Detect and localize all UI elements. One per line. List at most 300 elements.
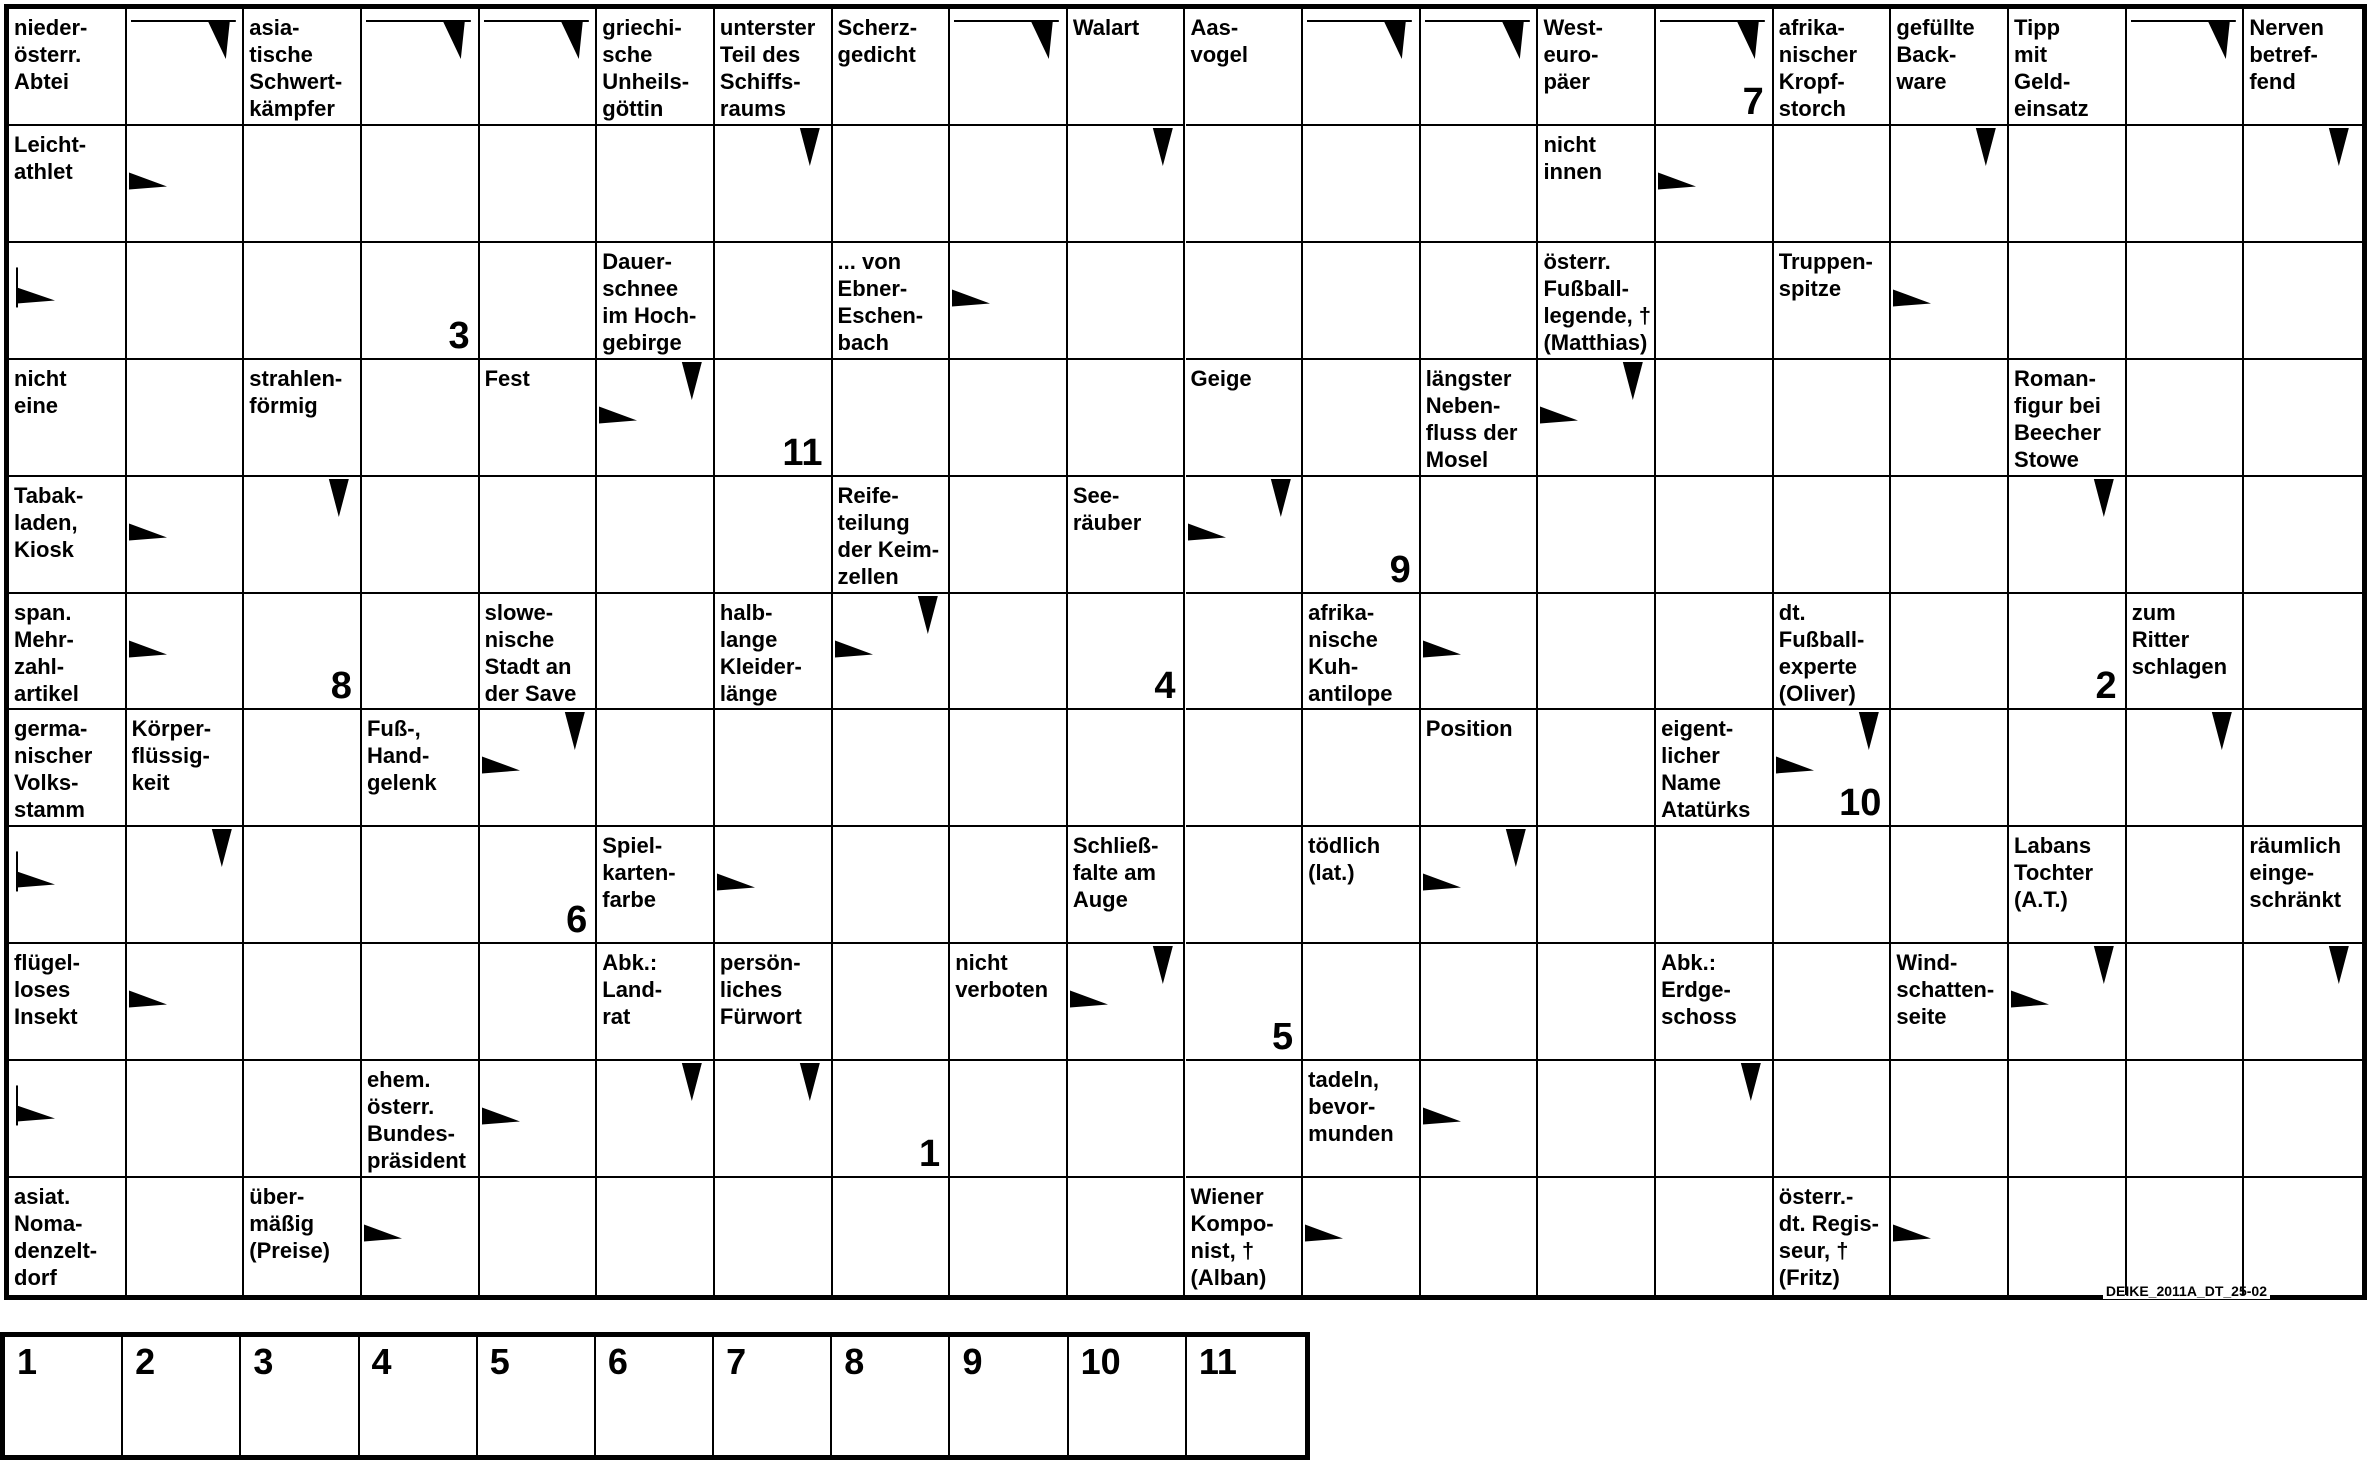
arrow-down-icon (1656, 1061, 1774, 1178)
solution-number: 9 (1389, 548, 1411, 591)
clue-cell (480, 594, 598, 711)
answer-cell[interactable] (2009, 944, 2127, 1061)
clue-text: halb- lange Kleider- länge (719, 599, 802, 706)
answer-cell[interactable] (1421, 243, 1539, 360)
answer-cell[interactable] (833, 360, 951, 477)
answer-cell[interactable] (362, 360, 480, 477)
answer-cell[interactable] (1891, 477, 2009, 594)
clue-cell (597, 944, 715, 1061)
solution-number: 6 (566, 899, 588, 942)
arrow-down-icon (1421, 827, 1539, 944)
answer-cell[interactable] (950, 827, 1068, 944)
answer-cell[interactable] (2244, 1061, 2362, 1178)
answer-cell[interactable] (244, 1061, 362, 1178)
answer-cell[interactable] (362, 477, 480, 594)
clue-cell (9, 944, 127, 1061)
clue-text: nicht verboten (955, 950, 1049, 1003)
answer-cell[interactable] (1891, 1061, 2009, 1178)
answer-cell[interactable] (1186, 710, 1304, 827)
answer-cell[interactable] (480, 827, 598, 944)
answer-cell[interactable] (127, 944, 245, 1061)
answer-cell[interactable] (244, 126, 362, 243)
answer-cell[interactable] (1656, 477, 1774, 594)
clue-text: tadeln, bevor- munden (1308, 1067, 1394, 1147)
answer-cell[interactable] (1303, 1178, 1421, 1295)
arrow-right-icon (9, 827, 127, 944)
answer-cell[interactable] (2127, 1178, 2245, 1295)
clue-text: Leicht- athlet (14, 131, 87, 184)
crossword-grid (4, 4, 2367, 1300)
clue-text: nieder- österr. Abtei (14, 15, 88, 94)
arrow-down-icon (1774, 710, 1892, 827)
solution-number: 10 (1839, 782, 1882, 825)
answer-cell[interactable] (2009, 126, 2127, 243)
clue-text: Reife- teilung der Keim- zellen (837, 482, 940, 589)
answer-cell[interactable] (1656, 1061, 1774, 1178)
answer-cell[interactable] (1774, 126, 1892, 243)
arrow-right-icon (362, 1178, 480, 1295)
clue-text: asia- tische Schwert- kämpfer (249, 15, 343, 121)
answer-cell[interactable] (1303, 477, 1421, 594)
clue-text: Roman- figur bei Beecher Stowe (2014, 365, 2101, 472)
answer-cell[interactable] (362, 594, 480, 711)
answer-cell[interactable] (2127, 126, 2245, 243)
answer-cell[interactable] (1303, 126, 1421, 243)
answer-cell[interactable] (1774, 827, 1892, 944)
solution-number: 5 (1272, 1016, 1294, 1059)
answer-cell[interactable] (2244, 594, 2362, 711)
solution-cell[interactable] (1069, 1337, 1187, 1455)
answer-cell[interactable] (2009, 243, 2127, 360)
answer-cell[interactable] (1774, 710, 1892, 827)
answer-cell[interactable] (362, 827, 480, 944)
answer-cell[interactable] (2244, 1178, 2362, 1295)
answer-cell[interactable] (362, 1178, 480, 1295)
solution-number: 8 (330, 665, 352, 708)
answer-cell[interactable] (2009, 477, 2127, 594)
arrow-right-icon (1421, 1061, 1539, 1178)
clue-text: eigent- licher Name Atatürks (1661, 716, 1751, 823)
arrow-down-icon (1303, 9, 1421, 126)
clue-text: Aas- vogel (1190, 15, 1248, 67)
answer-cell[interactable] (1421, 594, 1539, 711)
answer-cell[interactable] (1538, 1061, 1656, 1178)
clue-cell (1538, 243, 1656, 360)
arrow-down-icon (1656, 9, 1774, 126)
answer-cell[interactable] (1303, 360, 1421, 477)
answer-cell[interactable] (1303, 243, 1421, 360)
answer-cell[interactable] (1303, 710, 1421, 827)
arrow-down-icon (715, 126, 833, 243)
answer-cell[interactable] (950, 594, 1068, 711)
answer-cell[interactable] (1186, 944, 1304, 1061)
answer-cell[interactable] (950, 243, 1068, 360)
answer-cell[interactable] (1774, 360, 1892, 477)
solution-number: 2 (2095, 665, 2117, 708)
answer-cell[interactable] (480, 710, 598, 827)
arrow-down-icon (480, 9, 598, 126)
clue-text: längster Neben- fluss der Mosel (1425, 365, 1518, 472)
arrow-down-icon (2009, 944, 2127, 1061)
answer-cell[interactable] (1303, 9, 1421, 126)
answer-cell[interactable] (127, 1178, 245, 1295)
answer-cell[interactable] (1891, 1178, 2009, 1295)
answer-cell[interactable] (244, 827, 362, 944)
answer-cell[interactable] (1538, 360, 1656, 477)
answer-cell[interactable] (9, 1061, 127, 1178)
clue-cell (362, 1061, 480, 1178)
solution-number: 3 (448, 314, 470, 357)
answer-cell[interactable] (1891, 710, 2009, 827)
answer-cell[interactable] (715, 1178, 833, 1295)
answer-cell[interactable] (362, 944, 480, 1061)
arrow-right-icon (127, 126, 245, 243)
clue-cell (9, 9, 127, 126)
arrow-down-icon (2127, 9, 2245, 126)
arrow-right-icon (480, 1061, 598, 1178)
arrow-down-icon (2244, 944, 2362, 1061)
answer-cell[interactable] (715, 126, 833, 243)
clue-text: Wiener Kompo- nist, † (Alban) (1190, 1184, 1274, 1291)
answer-cell[interactable] (715, 360, 833, 477)
answer-cell[interactable] (715, 710, 833, 827)
answer-cell[interactable] (1068, 243, 1186, 360)
clue-cell (1186, 9, 1304, 126)
answer-cell[interactable] (833, 1178, 951, 1295)
answer-cell[interactable] (2127, 9, 2245, 126)
solution-cell-number: 9 (962, 1341, 983, 1382)
answer-cell[interactable] (1421, 126, 1539, 243)
answer-cell[interactable] (2009, 1061, 2127, 1178)
answer-cell[interactable] (1656, 243, 1774, 360)
answer-cell[interactable] (1303, 944, 1421, 1061)
answer-cell[interactable] (1656, 1178, 1774, 1295)
clue-cell (597, 243, 715, 360)
answer-cell[interactable] (480, 944, 598, 1061)
arrow-right-icon (1421, 594, 1539, 711)
answer-cell[interactable] (480, 1061, 598, 1178)
answer-cell[interactable] (1774, 944, 1892, 1061)
answer-cell[interactable] (9, 827, 127, 944)
clue-cell (1186, 1178, 1304, 1295)
clue-text: tödlich (lat.) (1308, 833, 1381, 886)
arrow-down-icon (362, 9, 480, 126)
clue-cell (1303, 1061, 1421, 1178)
answer-cell[interactable] (2244, 477, 2362, 594)
answer-cell[interactable] (127, 9, 245, 126)
solution-cell-number: 2 (135, 1341, 156, 1382)
clue-text: strahlen- förmig (249, 365, 343, 418)
clue-text: räumlich einge- schränkt (2249, 833, 2342, 913)
answer-cell[interactable] (2244, 243, 2362, 360)
answer-cell[interactable] (2244, 360, 2362, 477)
answer-cell[interactable] (362, 243, 480, 360)
solution-cell[interactable] (123, 1337, 241, 1455)
answer-cell[interactable] (244, 477, 362, 594)
arrow-down-icon (2009, 477, 2127, 594)
clue-cell (1774, 594, 1892, 711)
answer-cell[interactable] (362, 126, 480, 243)
clue-cell (1891, 944, 2009, 1061)
answer-cell[interactable] (480, 477, 598, 594)
answer-cell[interactable] (1068, 594, 1186, 711)
answer-cell[interactable] (597, 1061, 715, 1178)
answer-cell[interactable] (9, 243, 127, 360)
solution-cell[interactable] (5, 1337, 123, 1455)
answer-cell[interactable] (715, 477, 833, 594)
solution-cell[interactable] (832, 1337, 950, 1455)
answer-cell[interactable] (1068, 1178, 1186, 1295)
clue-text: afrika- nischer Kropf- storch (1778, 15, 1858, 121)
clue-cell (2244, 9, 2362, 126)
answer-cell[interactable] (950, 1061, 1068, 1178)
clue-text: Abk.: Erdge- schoss (1661, 950, 1737, 1030)
clue-text: flügel- loses Insekt (14, 950, 80, 1030)
answer-cell[interactable] (950, 126, 1068, 243)
answer-cell[interactable] (244, 594, 362, 711)
clue-cell (1421, 710, 1539, 827)
clue-cell (2244, 827, 2362, 944)
answer-cell[interactable] (1891, 243, 2009, 360)
answer-cell[interactable] (1774, 1061, 1892, 1178)
clue-text: persön- liches Fürwort (719, 950, 802, 1030)
arrow-down-icon (597, 1061, 715, 1178)
solution-cell[interactable] (478, 1337, 596, 1455)
answer-cell[interactable] (127, 1061, 245, 1178)
answer-cell[interactable] (362, 9, 480, 126)
arrow-right-icon (950, 243, 1068, 360)
answer-cell[interactable] (1421, 1178, 1539, 1295)
answer-cell[interactable] (597, 594, 715, 711)
arrow-down-icon (1068, 944, 1186, 1061)
answer-cell[interactable] (1186, 126, 1304, 243)
answer-cell[interactable] (2009, 594, 2127, 711)
answer-cell[interactable] (1538, 710, 1656, 827)
clue-text: zum Ritter schlagen (2131, 599, 2228, 679)
answer-cell[interactable] (1891, 827, 2009, 944)
answer-cell[interactable] (1186, 1061, 1304, 1178)
answer-cell[interactable] (480, 126, 598, 243)
answer-cell[interactable] (480, 9, 598, 126)
clue-cell (244, 360, 362, 477)
clue-cell (2127, 594, 2245, 711)
answer-cell[interactable] (2127, 360, 2245, 477)
answer-cell[interactable] (833, 126, 951, 243)
arrow-right-icon (9, 1061, 127, 1178)
answer-cell[interactable] (1068, 126, 1186, 243)
clue-cell (9, 1178, 127, 1295)
solution-cell[interactable] (360, 1337, 478, 1455)
arrow-down-icon (127, 9, 245, 126)
clue-cell (1068, 827, 1186, 944)
answer-cell[interactable] (950, 1178, 1068, 1295)
answer-cell[interactable] (2009, 710, 2127, 827)
answer-cell[interactable] (1538, 477, 1656, 594)
solution-cell[interactable] (241, 1337, 359, 1455)
answer-cell[interactable] (715, 1061, 833, 1178)
clue-cell (1421, 360, 1539, 477)
answer-cell[interactable] (950, 360, 1068, 477)
answer-cell[interactable] (833, 710, 951, 827)
answer-cell[interactable] (2244, 710, 2362, 827)
answer-cell[interactable] (597, 126, 715, 243)
clue-cell (362, 710, 480, 827)
answer-cell[interactable] (1891, 594, 2009, 711)
answer-cell[interactable] (2127, 827, 2245, 944)
clue-text: dt. Fußball- experte (Oliver) (1778, 599, 1865, 706)
answer-cell[interactable] (1538, 944, 1656, 1061)
answer-cell[interactable] (1421, 827, 1539, 944)
answer-cell[interactable] (950, 9, 1068, 126)
solution-cell[interactable] (1187, 1337, 1305, 1455)
answer-cell[interactable] (2127, 944, 2245, 1061)
solution-cell-number: 7 (726, 1341, 747, 1382)
clue-text: über- mäßig (Preise) (249, 1184, 331, 1264)
clue-text: Körper- flüssig- keit (131, 716, 212, 796)
answer-cell[interactable] (1068, 1061, 1186, 1178)
clue-text: Spiel- karten- farbe (602, 833, 676, 913)
answer-cell[interactable] (715, 827, 833, 944)
arrow-right-icon (9, 243, 127, 360)
answer-cell[interactable] (2127, 710, 2245, 827)
answer-cell[interactable] (1538, 1178, 1656, 1295)
answer-cell[interactable] (1891, 126, 2009, 243)
arrow-right-icon (1656, 126, 1774, 243)
answer-cell[interactable] (1891, 360, 2009, 477)
arrow-right-icon (1303, 1178, 1421, 1295)
solution-number: 1 (919, 1133, 941, 1176)
arrow-right-icon (127, 477, 245, 594)
solution-cell-number: 11 (1198, 1341, 1237, 1382)
arrow-right-icon (715, 827, 833, 944)
clue-cell (1303, 827, 1421, 944)
arrow-right-icon (127, 944, 245, 1061)
solution-number: 11 (782, 431, 823, 474)
answer-cell[interactable] (480, 1178, 598, 1295)
clue-text: ... von Ebner- Eschen- bach (837, 248, 924, 355)
answer-cell[interactable] (2244, 944, 2362, 1061)
answer-cell[interactable] (2127, 477, 2245, 594)
answer-cell[interactable] (1068, 944, 1186, 1061)
clue-text: griechi- sche Unheils- göttin (602, 15, 690, 121)
answer-cell[interactable] (833, 827, 951, 944)
answer-cell[interactable] (1656, 126, 1774, 243)
clue-cell (9, 360, 127, 477)
clue-cell (2009, 827, 2127, 944)
answer-cell[interactable] (1186, 827, 1304, 944)
solution-cell[interactable] (714, 1337, 832, 1455)
arrow-right-icon (127, 594, 245, 711)
answer-cell[interactable] (1421, 477, 1539, 594)
arrow-down-icon (715, 1061, 833, 1178)
answer-cell[interactable] (597, 1178, 715, 1295)
answer-cell[interactable] (127, 243, 245, 360)
answer-cell[interactable] (1656, 360, 1774, 477)
solution-cell-number: 1 (17, 1341, 38, 1382)
answer-cell[interactable] (2009, 1178, 2127, 1295)
clue-cell (1303, 594, 1421, 711)
arrow-down-icon (1538, 360, 1656, 477)
clue-cell (1538, 126, 1656, 243)
solution-cell[interactable] (950, 1337, 1068, 1455)
answer-cell[interactable] (597, 477, 715, 594)
clue-cell (1891, 9, 2009, 126)
answer-cell[interactable] (597, 360, 715, 477)
answer-cell[interactable] (480, 243, 598, 360)
answer-cell[interactable] (127, 827, 245, 944)
answer-cell[interactable] (127, 360, 245, 477)
clue-cell (1656, 710, 1774, 827)
answer-cell[interactable] (1068, 710, 1186, 827)
answer-cell[interactable] (833, 944, 951, 1061)
arrow-down-icon (1186, 477, 1304, 594)
answer-cell[interactable] (833, 1061, 951, 1178)
solution-cell-number: 10 (1080, 1341, 1121, 1382)
answer-cell[interactable] (1421, 1061, 1539, 1178)
clue-cell (833, 9, 951, 126)
answer-cell[interactable] (1774, 477, 1892, 594)
answer-cell[interactable] (950, 477, 1068, 594)
clue-text: Abk.: Land- rat (602, 950, 663, 1030)
arrow-right-icon (1891, 1178, 2009, 1295)
answer-cell[interactable] (1656, 9, 1774, 126)
clue-text: slowe- nische Stadt an der Save (484, 599, 577, 706)
clue-text: Fest (484, 365, 530, 391)
solution-cell[interactable] (596, 1337, 714, 1455)
answer-cell[interactable] (1538, 827, 1656, 944)
clue-cell (1068, 9, 1186, 126)
answer-cell[interactable] (127, 126, 245, 243)
answer-cell[interactable] (244, 944, 362, 1061)
clue-cell (1774, 1178, 1892, 1295)
answer-cell[interactable] (1421, 9, 1539, 126)
answer-cell[interactable] (2127, 1061, 2245, 1178)
arrow-down-icon (597, 360, 715, 477)
arrow-down-icon (2127, 710, 2245, 827)
clue-text: Geige (1190, 365, 1252, 391)
answer-cell[interactable] (127, 477, 245, 594)
answer-cell[interactable] (1421, 944, 1539, 1061)
answer-cell[interactable] (1656, 594, 1774, 711)
answer-cell[interactable] (2127, 243, 2245, 360)
answer-cell[interactable] (127, 594, 245, 711)
answer-cell[interactable] (1656, 827, 1774, 944)
answer-cell[interactable] (1068, 360, 1186, 477)
clue-cell (1186, 360, 1304, 477)
answer-cell[interactable] (597, 710, 715, 827)
arrow-down-icon (2244, 126, 2362, 243)
clue-text: Position (1425, 716, 1513, 742)
arrow-down-icon (1421, 9, 1539, 126)
answer-cell[interactable] (244, 243, 362, 360)
answer-cell[interactable] (1186, 594, 1304, 711)
answer-cell[interactable] (244, 710, 362, 827)
clue-text: unterster Teil des Schiffs- raums (719, 15, 816, 121)
answer-cell[interactable] (833, 594, 951, 711)
clue-text: asiat. Noma- denzelt- dorf (14, 1184, 98, 1291)
answer-cell[interactable] (1538, 594, 1656, 711)
answer-cell[interactable] (1186, 477, 1304, 594)
clue-cell (597, 827, 715, 944)
clue-text: ehem. österr. Bundes- präsident (366, 1067, 466, 1174)
answer-cell[interactable] (715, 243, 833, 360)
answer-cell[interactable] (950, 710, 1068, 827)
answer-cell[interactable] (2244, 126, 2362, 243)
clue-cell (9, 594, 127, 711)
clue-text: Labans Tochter (A.T.) (2014, 833, 2094, 913)
clue-cell (2009, 360, 2127, 477)
answer-cell[interactable] (1186, 243, 1304, 360)
